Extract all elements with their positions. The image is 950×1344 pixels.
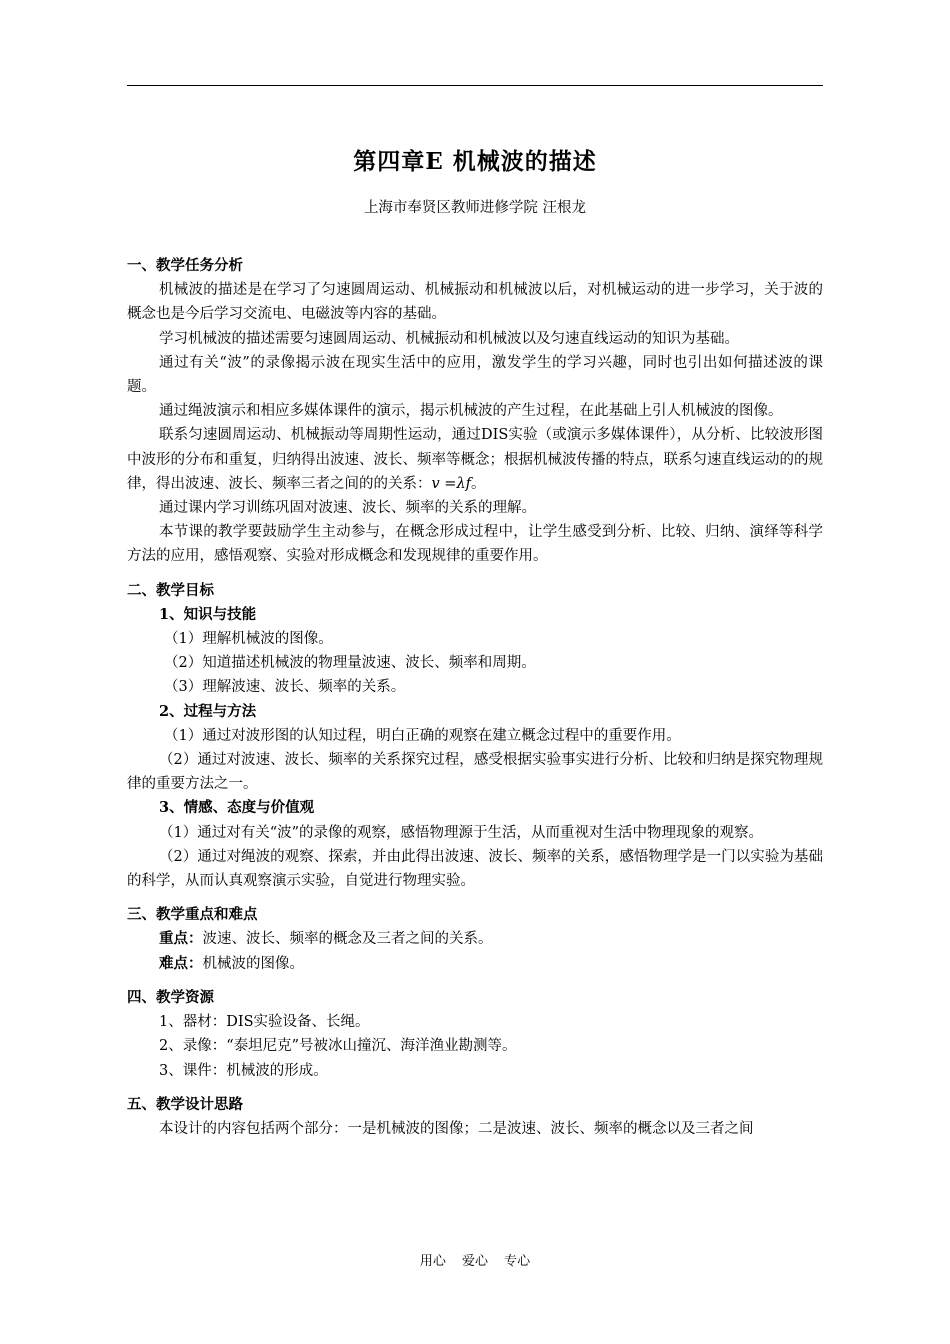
list-item: （1）通过对有关“波”的录像的观察，感悟物理源于生活，从而重视对生活中物理现象的观察。 bbox=[159, 824, 764, 841]
section-heading: 四、教学资源 bbox=[127, 988, 214, 1006]
key-label: 重点： bbox=[159, 930, 203, 948]
header-rule bbox=[127, 85, 823, 86]
page-footer: 用心 爱心 专心 bbox=[419, 1254, 531, 1269]
document-body bbox=[127, 254, 823, 1141]
paragraph: 本节课的教学要鼓励学生主动参与，在概念形成过程中，让学生感受到分析、比较、归纳、演绎等科学方法的应用，感悟观察、实验对形成概念和发现规律的重要作用。 bbox=[127, 524, 823, 565]
author-line: 上海市奉贤区教师进修学院 汪根龙 bbox=[363, 200, 587, 216]
paragraph: 通过有关“波”的录像揭示波在现实生活中的应用，激发学生的学习兴趣，同时也引出如何描述波的课题。 bbox=[127, 354, 823, 396]
list-item: （1）通过对波形图的认知过程，明白正确的观察在建立概念过程中的重要作用。 bbox=[164, 727, 681, 744]
paragraph bbox=[127, 423, 823, 496]
section-heading: 五、教学设计思路 bbox=[127, 1095, 243, 1113]
difficulty-text: 机械波的图像。 bbox=[202, 955, 304, 972]
paragraph-text: 联系匀速圆周运动、机械振动等周期性运动，通过DIS实验（或演示多媒体课件），从分析、比较波形图中波形的分布和重复，归纳得出波速、波长、频率等概念；根据机械波传播的特点，联系匀速直线运动的的规律，得出波速、波长、频率三者之间的的关系： bbox=[127, 427, 823, 492]
list-item: 2、录像：“泰坦尼克”号被冰山撞沉、海洋渔业勘测等。 bbox=[159, 1038, 517, 1055]
paragraph: 本设计的内容包括两个部分：一是机械波的图像；二是波速、波长、频率的概念以及三者之间 bbox=[159, 1120, 754, 1137]
list-item: 1、器材：DIS实验设备、长绳。 bbox=[159, 1014, 370, 1031]
subsection-heading: 2、过程与方法 bbox=[159, 702, 257, 720]
paragraph: 通过绳波演示和相应多媒体课件的演示，揭示机械波的产生过程，在此基础上引人机械波的图像。 bbox=[159, 403, 783, 420]
list-item: 3、课件：机械波的形成。 bbox=[159, 1062, 328, 1079]
section-heading: 二、教学目标 bbox=[127, 581, 214, 599]
key-point bbox=[127, 927, 823, 951]
list-item: （2）通过对绳波的观察、探索，并由此得出波速、波长、频率的关系，感悟物理学是一门以实验为基础的科学，从而认真观察演示实验，自觉进行物理实验。 bbox=[127, 848, 823, 890]
section-heading: 一、教学任务分析 bbox=[127, 257, 243, 274]
subsection-heading: 3、情感、态度与价值观 bbox=[159, 799, 315, 817]
list-item: （3）理解波速、波长、频率的关系。 bbox=[164, 679, 406, 696]
paragraph-end: 。 bbox=[471, 475, 486, 492]
paragraph: 通过课内学习训练巩固对波速、波长、频率的关系的理解。 bbox=[159, 500, 536, 517]
difficulty-point bbox=[127, 952, 823, 976]
list-item: （1）理解机械波的图像。 bbox=[164, 631, 333, 648]
document-title: 第四章E 机械波的描述 bbox=[353, 148, 597, 175]
key-text: 波速、波长、频率的概念及三者之间的关系。 bbox=[202, 931, 493, 948]
paragraph: 学习机械波的描述需要匀速圆周运动、机械振动和机械波以及匀速直线运动的知识为基础。 bbox=[159, 330, 739, 347]
subsection-heading: 1、知识与技能 bbox=[159, 605, 257, 623]
list-item: （2）知道描述机械波的物理量波速、波长、频率和周期。 bbox=[164, 655, 536, 672]
section-heading: 三、教学重点和难点 bbox=[127, 906, 258, 924]
formula: v =λf bbox=[431, 475, 472, 492]
difficulty-label: 难点： bbox=[159, 954, 203, 972]
paragraph: 机械波的描述是在学习了匀速圆周运动、机械振动和机械波以后，对机械运动的进一步学习，关于波的概念也是今后学习交流电、电磁波等内容的基础。 bbox=[127, 282, 823, 323]
list-item: （2）通过对波速、波长、频率的关系探究过程，感受根据实验事实进行分析、比较和归纳是探究物理规律的重要方法之一。 bbox=[127, 752, 823, 793]
